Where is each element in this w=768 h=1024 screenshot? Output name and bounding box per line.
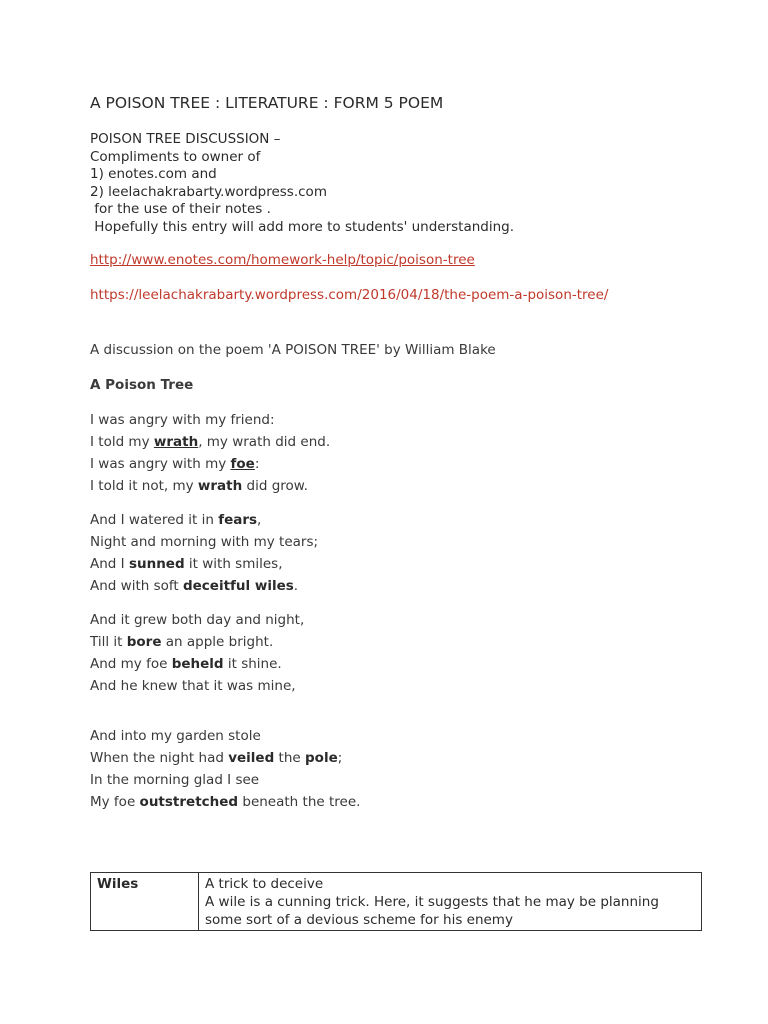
poem-line: I was angry with my friend: — [90, 412, 275, 428]
intro-line: 2) leelachakrabarty.wordpress.com — [90, 183, 327, 200]
intro-block — [90, 131, 514, 236]
poem-line: And with soft deceitful wiles. — [90, 578, 299, 594]
intro-line: Compliments to owner of — [90, 148, 261, 165]
stanza-2 — [90, 509, 318, 597]
wordpress-link[interactable]: https://leelachakrabarty.wordpress.com/2016/04/18/the-poem-a-poison-tree/ — [90, 287, 609, 303]
glossary-term: Wiles — [91, 873, 199, 931]
intro-line: Hopefully this entry will add more to students' understanding. — [90, 218, 515, 235]
glossary-word: pole — [305, 750, 338, 766]
poem-line: Till it bore an apple bright. — [90, 634, 274, 650]
glossary-word: wrath — [197, 478, 243, 494]
poem-line: I was angry with my foe: — [90, 456, 260, 472]
poem-line: Night and morning with my tears; — [90, 534, 319, 550]
poem-title: A Poison Tree — [90, 377, 194, 393]
glossary-word: fears — [218, 512, 258, 528]
stanza-3 — [90, 609, 304, 697]
poem-line: I told my wrath, my wrath did end. — [90, 434, 331, 450]
enotes-link[interactable]: http://www.enotes.com/homework-help/topic/poison-tree — [90, 252, 475, 268]
poem-line: And I sunned it with smiles, — [90, 556, 283, 572]
poem-line: When the night had veiled the pole; — [90, 750, 343, 766]
table-row — [91, 873, 702, 931]
poem-line: In the morning glad I see — [90, 772, 260, 788]
document-title: A POISON TREE : LITERATURE : FORM 5 POEM — [90, 94, 444, 112]
glossary-word: beheld — [171, 656, 224, 672]
poem-line: I told it not, my wrath did grow. — [90, 478, 308, 494]
stanza-1 — [90, 409, 330, 497]
intro-line: 1) enotes.com and — [90, 166, 217, 182]
glossary-word: wrath — [153, 434, 199, 450]
glossary-definition: A trick to deceive A wile is a cunning trick. Here, it suggests that he may be planning some sort of a devious scheme for his enemy — [199, 873, 702, 931]
intro-line: POISON TREE DISCUSSION – — [90, 131, 281, 147]
poem-line: My foe outstretched beneath the tree. — [90, 794, 361, 810]
poem-line: And into my garden stole — [90, 728, 261, 744]
glossary-word: bore — [126, 634, 162, 650]
glossary-table — [90, 872, 702, 931]
glossary-word: outstretched — [139, 794, 239, 810]
glossary-word: foe — [230, 456, 255, 472]
stanza-4 — [90, 725, 360, 813]
poem-line: And my foe beheld it shine. — [90, 656, 282, 672]
discussion-heading: A discussion on the poem 'A POISON TREE' by William Blake — [90, 342, 496, 358]
poem-line: And it grew both day and night, — [90, 612, 305, 628]
glossary-word: deceitful wiles — [182, 578, 294, 594]
intro-line: for the use of their notes . — [90, 201, 271, 217]
poem-line: And he knew that it was mine, — [90, 678, 296, 694]
poem-line: And I watered it in fears, — [90, 512, 262, 528]
glossary-word: veiled — [228, 750, 275, 766]
glossary-word: sunned — [128, 556, 185, 572]
